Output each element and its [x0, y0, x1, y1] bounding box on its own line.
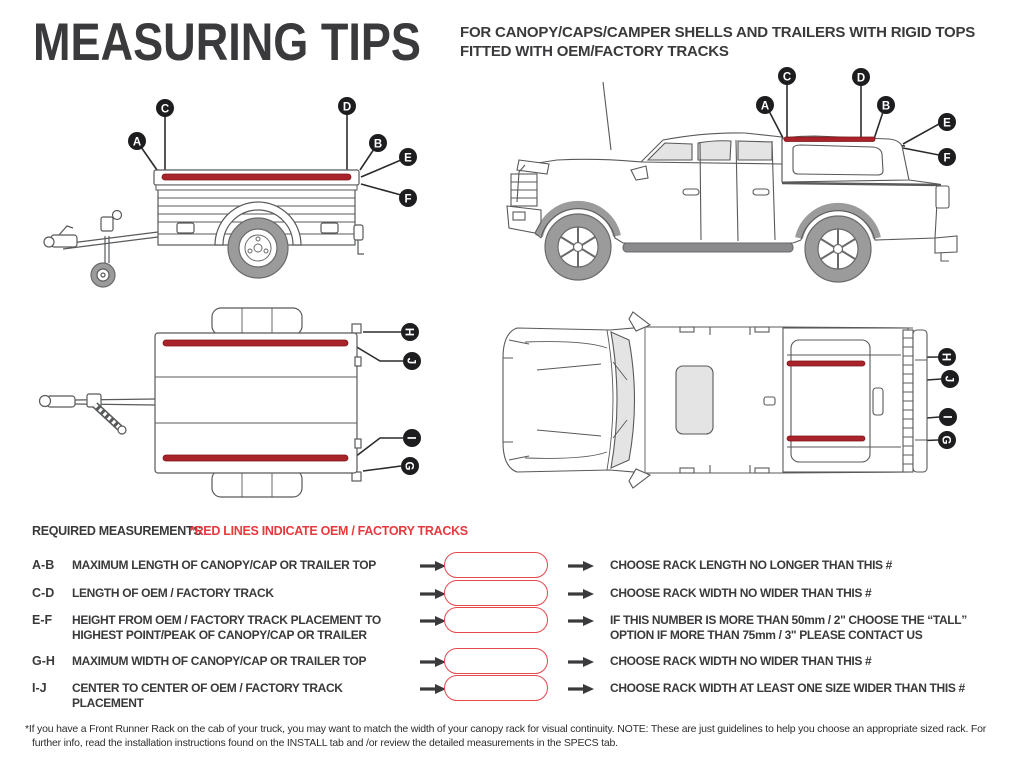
measurement-description: MAXIMUM LENGTH OF CANOPY/CAP OR TRAILER TOP	[72, 558, 376, 572]
measurement-value-box	[444, 607, 548, 633]
measurement-row-ij	[30, 681, 1010, 715]
red-lines-legend: *RED LINES INDICATE OEM / FACTORY TRACKS	[190, 524, 468, 538]
trailer-side-view-drawing	[25, 85, 445, 295]
factory-track-line	[163, 340, 348, 346]
callout-letter-c: C	[782, 71, 792, 84]
subtitle-line-1: FOR CANOPY/CAPS/CAMPER SHELLS AND TRAILERS WITH RIGID TOPS	[460, 24, 976, 41]
callout-letter-h: H	[939, 352, 952, 362]
measurement-row-ef	[30, 613, 1010, 647]
callout-letter-b: B	[373, 138, 383, 151]
arrow-right-icon	[568, 615, 594, 627]
measurement-description: LENGTH OF OEM / FACTORY TRACK	[72, 586, 274, 600]
factory-track-line	[787, 436, 865, 441]
callout-letter-i: I	[404, 436, 417, 440]
page-subtitle	[460, 23, 975, 61]
trailer-top-callouts	[401, 323, 421, 475]
callout-letter-d: D	[856, 72, 866, 85]
callout-letter-e: E	[943, 117, 951, 130]
measurement-value-box	[444, 552, 548, 578]
callout-letter-d: D	[342, 101, 352, 114]
measurements-heading: REQUIRED MEASUREMENTS	[32, 524, 202, 538]
arrow-right-icon	[568, 656, 594, 668]
measurement-range-label: A-B	[32, 558, 55, 572]
measurement-value-box	[444, 648, 548, 674]
callout-letter-a: A	[760, 100, 770, 113]
trailer-wheel	[228, 218, 288, 278]
measurement-value-box	[444, 675, 548, 701]
factory-track-line	[787, 361, 865, 366]
trailer-top-view-drawing	[25, 305, 455, 500]
factory-track-line	[163, 455, 348, 461]
trailer-side-view-diagram	[25, 85, 445, 295]
measurement-range-label: I-J	[32, 681, 47, 695]
arrow-right-icon	[568, 588, 594, 600]
callout-letter-b: B	[881, 100, 891, 113]
factory-track-line	[162, 174, 351, 180]
callout-leader-lines	[355, 332, 403, 471]
measurement-guidance: CHOOSE RACK WIDTH NO WIDER THAN THIS #	[610, 586, 872, 600]
truck-top-view-diagram	[495, 300, 975, 505]
measurement-guidance: IF THIS NUMBER IS MORE THAN 50mm / 2" CHOOSE THE “TALL” OPTION IF MORE THAN 75mm / 3" PLEASE CONTACT US	[610, 613, 967, 642]
measurement-description: MAXIMUM WIDTH OF CANOPY/CAP OR TRAILER TOP	[72, 654, 367, 668]
subtitle-line-2: FITTED WITH OEM/FACTORY TRACKS	[460, 43, 729, 60]
callout-letter-f: F	[943, 152, 951, 165]
callout-letter-j: J	[942, 375, 955, 383]
arrow-right-icon	[420, 683, 446, 695]
measurement-range-label: C-D	[32, 586, 55, 600]
callout-letter-j: J	[404, 357, 417, 365]
footnote: *If you have a Front Runner Rack on the cab of your truck, you may want to match the width of your canopy rack for visual continuity. NOTE: These are just guidelines to help you choose an appropriate sized rack. For further info, read the installation instructions found on the INSTALL tab and /or review the detailed measurements in the SPECS tab.	[25, 723, 987, 749]
callout-letter-f: F	[404, 193, 412, 206]
callout-letter-g: G	[402, 461, 415, 471]
truck-top-callouts	[938, 348, 959, 449]
measurement-range-label: G-H	[32, 654, 55, 668]
callout-letter-c: C	[160, 103, 170, 116]
measurement-description: HEIGHT FROM OEM / FACTORY TRACK PLACEMENT TO HIGHEST POINT/PEAK OF CANOPY/CAP OR TRAILER	[72, 613, 381, 642]
measurement-guidance: CHOOSE RACK WIDTH AT LEAST ONE SIZE WIDER THAN THIS #	[610, 681, 965, 695]
measurement-range-label: E-F	[32, 613, 53, 627]
callout-letter-a: A	[132, 136, 142, 149]
callout-letter-e: E	[404, 152, 412, 165]
truck-side-view-drawing	[495, 62, 975, 292]
arrow-right-icon	[568, 683, 594, 695]
callout-letter-h: H	[402, 327, 415, 337]
measurement-guidance: CHOOSE RACK LENGTH NO LONGER THAN THIS #	[610, 558, 893, 572]
required-measurements-section	[30, 520, 1010, 720]
callout-letter-g: G	[939, 435, 952, 445]
arrow-right-icon	[420, 615, 446, 627]
truck-side-view-diagram	[495, 62, 975, 292]
page-title: MEASURING TIPS	[33, 13, 421, 72]
arrow-right-icon	[568, 560, 594, 572]
measurement-description: CENTER TO CENTER OF OEM / FACTORY TRACK PLACEMENT	[72, 681, 343, 710]
truck-top-view-drawing	[495, 300, 975, 505]
arrow-right-icon	[420, 560, 446, 572]
measurement-value-box	[444, 580, 548, 606]
measurement-guidance: CHOOSE RACK WIDTH NO WIDER THAN THIS #	[610, 654, 872, 668]
arrow-right-icon	[420, 656, 446, 668]
factory-track-line	[784, 137, 875, 142]
trailer-top-view-diagram	[25, 305, 455, 500]
callout-letter-i: I	[940, 415, 953, 419]
arrow-right-icon	[420, 588, 446, 600]
